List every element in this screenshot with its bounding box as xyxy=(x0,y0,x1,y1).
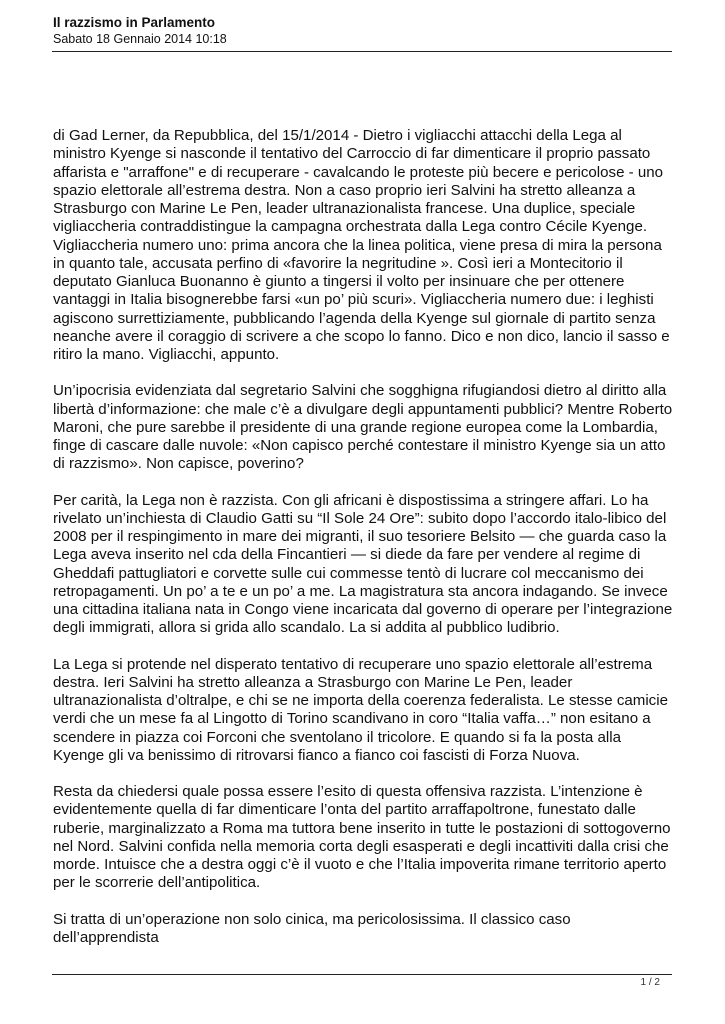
article-paragraph-5: Resta da chiedersi quale possa essere l’esito di questa offensiva razzista. L’intenzione è evidentemente quella di far dimenticare l’onta del partito arraffapoltrone, funestato dalle ruberie, marginalizzato a Roma ma tuttora bene inserito in tutte le postazioni di sottogoverno nel Nord. Salvini confida nella memoria corta degli esasperati e degli incattiviti dalla crisi che morde. Intuisce che a destra oggi c’è il vuoto e che l’Italia impoverita rimane territorio aperto per le scorrerie dell’antipolitica. xyxy=(53,783,671,892)
header-divider xyxy=(52,51,672,52)
document-title: Il razzismo in Parlamento xyxy=(53,15,216,30)
article-paragraph-1: di Gad Lerner, da Repubblica, del 15/1/2014 - Dietro i vigliacchi attacchi della Lega al ministro Kyenge si nasconde il tentativo del Carroccio di far dimenticare il proprio passato affarista e "arraffone" e di recuperare - cavalcando le proteste più becere e pericolose - uno spazio elettorale all’estrema destra. Non a caso proprio ieri Salvini ha stretto alleanza a Strasburgo con Marine Le Pen, leader ultranazionalista francese. Una duplice, speciale vigliaccheria contraddistingue la campagna orchestrata dalla Lega contro Cécile Kyenge. Vigliaccheria numero uno: prima ancora che la linea politica, viene presa di mira la persona in quanto tale, accusata perfino di «favorire la negritudine ». Così ieri a Montecitorio il deputato Gianluca Buonanno è giunto a tingersi il volto per insinuare che per ottenere vantaggi in Italia bisognerebbe farsi «un po’ più scuri». Vigliaccheria numero due: i leghisti agiscono surrettiziamente, pubblicando l’agenda della Kyenge sul giornale di partito senza neanche avere il coraggio di scrivere a che scopo lo fanno. Dico e non dico, lancio il sasso e ritiro la mano. Vigliacchi, appunto. xyxy=(53,127,670,363)
article-paragraph-6: Si tratta di un’operazione non solo cinica, ma pericolosissima. Il classico caso dell’apprendista xyxy=(53,910,571,946)
article-paragraph-3: Per carità, la Lega non è razzista. Con gli africani è dispostissima a stringere affari. Lo ha rivelato un’inchiesta di Claudio Gatti su “Il Sole 24 Ore”: subito dopo l’accordo italo-libico del 2008 per il respingimento in mare dei migranti, il suo tesoriere Belsito — che guarda caso la Lega aveva inserito nel cda della Fincantieri — si diede da fare per vendere al regime di Gheddafi pattugliatori e corvette sulle cui commesse tentò di lucrare col meccanismo dei retropagamenti. Un po’ a te e un po’ a me. La magistratura sta ancora indagando. Se invece una cittadina italiana nata in Congo viene incaricata dal governo di operare per l’integrazione degli immigrati, allora si grida allo scandalo. La si addita al pubblico ludibrio. xyxy=(53,491,673,637)
article-paragraph-2: Un’ipocrisia evidenziata dal segretario Salvini che sogghigna rifugiandosi dietro al diritto alla libertà d’informazione: che male c’è a divulgare degli appuntamenti pubblici? Mentre Roberto Maroni, che pure sarebbe il presidente di una grande regione europea come la Lombardia, finge di cascare dalle nuvole: «Non capisco perché contestare il ministro Kyenge sia un atto di razzismo». Non capisce, poverino? xyxy=(53,382,673,473)
article-paragraph-4: La Lega si protende nel disperato tentativo di recuperare uno spazio elettorale all’estrema destra. Ieri Salvini ha stretto alleanza a Strasburgo con Marine Le Pen, leader ultranazionalista d’oltralpe, e chi se ne importa della coerenza federalista. Le stesse camicie verdi che un mese fa al Lingotto di Torino scandivano in coro “Italia vaffa…” non esitano a scendere in piazza coi Forconi che sventolano il tricolore. E quando si fa la posta alla Kyenge gli va benissimo di ritrovarsi fianco a fianco coi fascisti di Forza Nuova. xyxy=(53,655,668,764)
document-date: Sabato 18 Gennaio 2014 10:18 xyxy=(53,32,227,46)
article-body xyxy=(53,127,675,965)
page-number: 1 / 2 xyxy=(640,977,660,988)
document-header xyxy=(53,15,673,47)
footer-divider xyxy=(52,974,672,975)
